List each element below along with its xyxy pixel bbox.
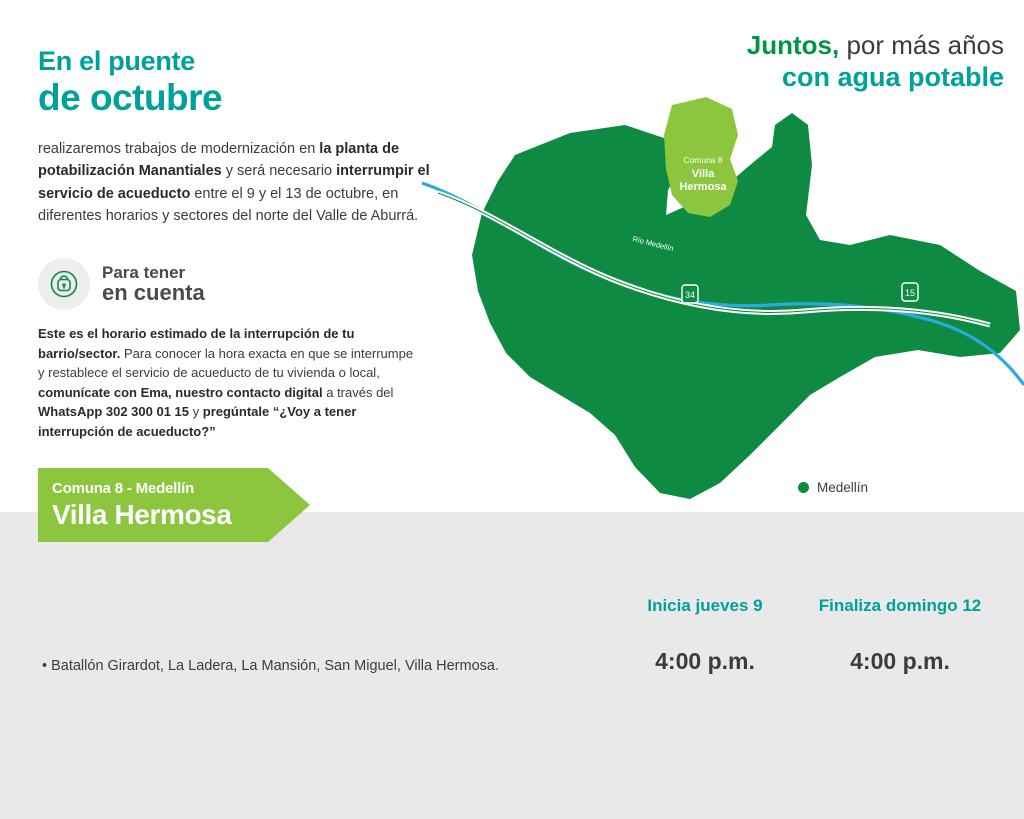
note-bold-1: Este es el horario estimado de la interrupción de tu barrio/sector. — [38, 326, 355, 361]
svg-text:34: 34 — [684, 290, 696, 300]
schedule-end-time: 4:00 p.m. — [850, 648, 950, 674]
intro-part-2: y será necesario — [221, 163, 337, 180]
intro-bold-1: la planta de potabilización Manantiales — [38, 141, 400, 180]
slogan-line-1 — [544, 32, 1004, 60]
headline-line-1: En el puente — [38, 46, 195, 76]
note-title-line-1: Para tener — [102, 262, 186, 282]
map-comuna-label-line2: Hermosa — [679, 181, 727, 193]
slogan-line-1-bold: Juntos, — [746, 30, 840, 60]
schedule-start — [600, 596, 810, 675]
page-title — [38, 48, 458, 116]
slogan — [544, 32, 1004, 91]
schedule-start-time: 4:00 p.m. — [655, 648, 755, 674]
map-legend — [798, 480, 868, 495]
map-legend-label: Medellín — [817, 480, 869, 495]
note-title-line-2: en cuenta — [102, 279, 205, 305]
map-river-label: Río Medellín — [631, 234, 675, 254]
headline-line-2: de octubre — [38, 77, 223, 118]
intro-part-1: realizaremos trabajos de modernización en — [38, 141, 320, 157]
info-circle-icon — [38, 258, 90, 310]
note-header — [38, 258, 438, 310]
intro-bold-2: interrumpir el servicio de acueducto — [38, 163, 430, 202]
svg-text:15: 15 — [904, 288, 916, 298]
slogan-line-1-rest: por más años — [839, 30, 1004, 60]
intro-part-3: entre el 9 y el 13 de octubre, en diferentes horarios y sectores del norte del Valle de Aburrá. — [38, 185, 419, 225]
note-bold-2: comunícate con Ema, nuestro contacto digital — [38, 384, 323, 400]
note-text-2: a través del — [322, 384, 394, 400]
note-text-1: Para conocer la hora exacta en que se interrumpe y restablece el servicio de acueducto de tu vivienda o local, — [38, 345, 414, 380]
banner-comuna-label: Comuna 8 - Medellín — [52, 479, 195, 497]
legend-dot-icon — [798, 482, 809, 493]
note-bold-3-whatsapp: WhatsApp 302 300 01 15 — [38, 404, 190, 419]
comuna-banner — [38, 468, 268, 542]
note-text-3: y — [189, 404, 203, 419]
note-title — [102, 264, 205, 305]
note-bold-4: pregúntale “¿Voy a tener interrupción de acueducto?” — [38, 404, 357, 439]
note-block — [38, 258, 438, 441]
map-route-shield-2 — [902, 283, 918, 301]
medellin-map — [420, 95, 1024, 515]
schedule-start-title: Inicia jueves 9 — [647, 596, 763, 615]
slogan-line-2: con agua potable — [781, 61, 1004, 92]
sectors-list: • Batallón Girardot, La Ladera, La Mansión, San Miguel, Villa Hermosa. — [42, 658, 499, 674]
schedule-section — [0, 596, 1024, 716]
schedule-end — [795, 596, 1005, 675]
note-body — [38, 324, 418, 441]
map-comuna-label-small: Comuna 8 — [683, 155, 723, 165]
banner-comuna-name: Villa Hermosa — [52, 498, 232, 530]
map-route-shield-1 — [682, 285, 698, 303]
intro-paragraph — [38, 138, 438, 228]
schedule-end-title: Finaliza domingo 12 — [818, 596, 982, 615]
map-comuna-label-line1: Villa — [691, 168, 715, 180]
